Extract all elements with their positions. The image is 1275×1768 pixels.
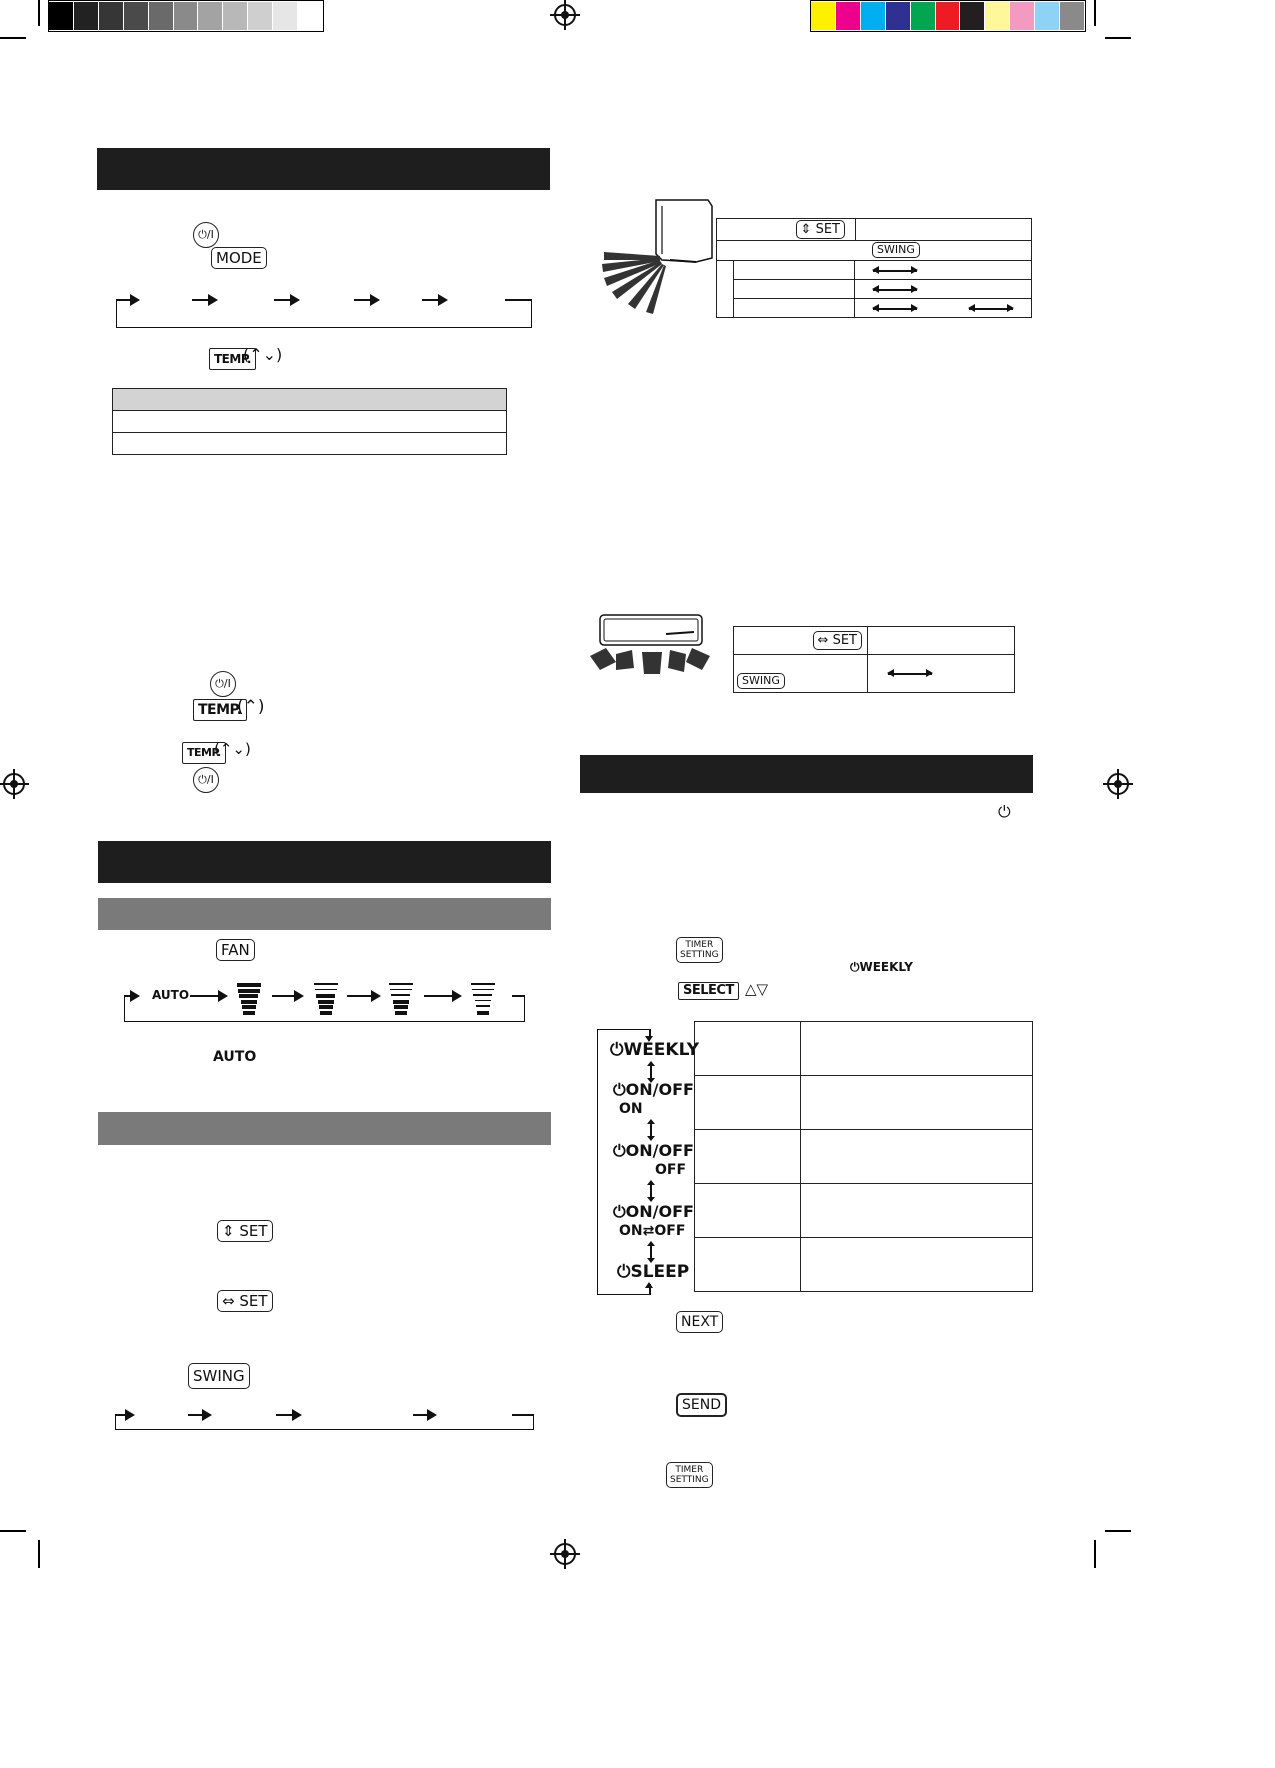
select-button: SELECT	[678, 982, 739, 1000]
registration-mark-icon	[554, 4, 576, 26]
color-swatch	[936, 2, 960, 30]
vertical-airflow-set-button: ⇕ SET	[217, 1220, 273, 1242]
registration-mark-icon	[3, 773, 25, 795]
crop-mark	[38, 0, 40, 26]
color-swatch	[174, 2, 198, 30]
color-swatch	[960, 2, 984, 30]
color-swatch	[1035, 2, 1059, 30]
up-down-icon: (⌃⌄)	[243, 345, 283, 364]
timer-setting-button: TIMER SETTING	[676, 937, 723, 963]
registration-mark-icon	[554, 1543, 576, 1565]
subsection-header-bar	[98, 1112, 551, 1145]
crop-mark	[38, 1540, 40, 1568]
fan-level-bar	[389, 983, 413, 985]
fan-level-bar	[314, 983, 338, 985]
color-swatch	[74, 2, 98, 30]
color-swatch	[49, 2, 73, 30]
temp-button: TEMP.	[193, 699, 247, 721]
timer-option-weekly: ⏻WEEKLY	[610, 1040, 700, 1060]
fan-level-bar	[315, 989, 337, 991]
up-down-triangle-icon: △▽	[745, 980, 769, 998]
fan-level-bar	[477, 1011, 489, 1015]
indoor-unit-side-view	[600, 198, 715, 318]
color-swatch	[124, 2, 148, 30]
fan-level-bar	[316, 994, 335, 998]
color-swatch	[99, 2, 123, 30]
fan-level-bar	[475, 1000, 492, 1002]
subsection-header-bar	[98, 898, 551, 930]
crop-mark	[1094, 1540, 1096, 1568]
color-swatch	[149, 2, 173, 30]
section-header-bar	[98, 841, 551, 883]
registration-mark-icon	[1107, 773, 1129, 795]
fan-level-bar	[472, 989, 494, 991]
color-swatch	[223, 2, 247, 30]
color-swatch	[198, 2, 222, 30]
timer-option-on-off: ⏻ON/OFF	[613, 1141, 694, 1160]
timer-option-on-label: ON	[619, 1101, 643, 1117]
mode-button: MODE	[211, 247, 267, 269]
crop-mark	[1105, 1530, 1131, 1532]
process-color-bar	[810, 0, 1086, 32]
fan-level-bar	[320, 1011, 332, 1015]
power-button-icon: ⏻/I	[193, 222, 219, 248]
crop-mark	[1105, 37, 1131, 39]
color-swatch	[273, 2, 297, 30]
timer-option-on-off-label: ON⇄OFF	[619, 1223, 686, 1239]
color-swatch	[1010, 2, 1034, 30]
fan-button: FAN	[216, 939, 255, 961]
temp-button: TEMP.	[209, 348, 256, 370]
next-button: NEXT	[676, 1311, 723, 1333]
indoor-unit-front-view	[586, 610, 721, 682]
fan-level-bar	[390, 989, 412, 991]
color-swatch	[985, 2, 1009, 30]
temp-button: TEMP.	[182, 742, 226, 764]
color-swatch	[886, 2, 910, 30]
horizontal-airflow-set-button: ⇔ SET	[217, 1290, 273, 1312]
section-header-bar	[97, 148, 550, 190]
send-button: SEND	[676, 1393, 727, 1417]
fan-level-bar	[393, 1000, 410, 1004]
up-icon: (⌃)	[237, 697, 265, 717]
fan-level-bar	[319, 1005, 333, 1009]
fan-level-bar	[241, 1000, 258, 1004]
timer-setting-button: TIMER SETTING	[666, 1462, 713, 1488]
fan-level-bar	[471, 983, 495, 985]
color-swatch	[811, 2, 835, 30]
color-swatch	[1060, 2, 1084, 30]
color-swatch	[836, 2, 860, 30]
horizontal-airflow-table: ⇔ SET SWING	[733, 626, 1015, 693]
power-button-icon: ⏻/I	[210, 671, 236, 697]
crop-mark	[1094, 0, 1096, 26]
timer-option-on-off: ⏻ON/OFF	[613, 1202, 694, 1221]
power-button-icon: ⏻/I	[193, 767, 219, 793]
crop-mark	[0, 37, 26, 39]
color-swatch	[248, 2, 272, 30]
timer-icon: ⏻	[998, 802, 1011, 821]
section-header-bar	[580, 755, 1033, 793]
color-swatch	[911, 2, 935, 30]
temperature-range-table	[112, 388, 507, 455]
timer-options-table	[694, 1021, 1033, 1292]
fan-level-bar	[473, 994, 492, 996]
color-swatch	[298, 2, 322, 30]
fan-level-bar	[239, 994, 258, 998]
fan-level-bar	[391, 994, 410, 996]
vertical-airflow-table: ⇕ SET SWING	[716, 218, 1032, 261]
fan-level-bar	[238, 989, 260, 993]
color-swatch	[861, 2, 885, 30]
grayscale-color-bar	[48, 0, 324, 32]
crop-mark	[0, 1530, 26, 1532]
timer-option-off-label: OFF	[655, 1162, 687, 1178]
swing-button: SWING	[188, 1363, 250, 1389]
timer-option-on-off: ⏻ON/OFF	[613, 1080, 694, 1099]
fan-level-bar	[395, 1011, 407, 1015]
auto-note-label: AUTO	[213, 1049, 257, 1065]
fan-level-bar	[242, 1005, 256, 1009]
timer-option-sleep: ⏻SLEEP	[617, 1262, 690, 1282]
up-down-icon: (⌃⌄)	[214, 740, 251, 758]
fan-level-bar	[243, 1011, 255, 1015]
fan-level-bar	[394, 1005, 408, 1009]
weekly-label: ⏻WEEKLY	[850, 960, 913, 974]
fan-level-bar	[318, 1000, 335, 1004]
fan-level-bar	[237, 983, 261, 987]
vertical-swing-table	[733, 260, 1032, 318]
fan-level-bar	[476, 1005, 490, 1007]
